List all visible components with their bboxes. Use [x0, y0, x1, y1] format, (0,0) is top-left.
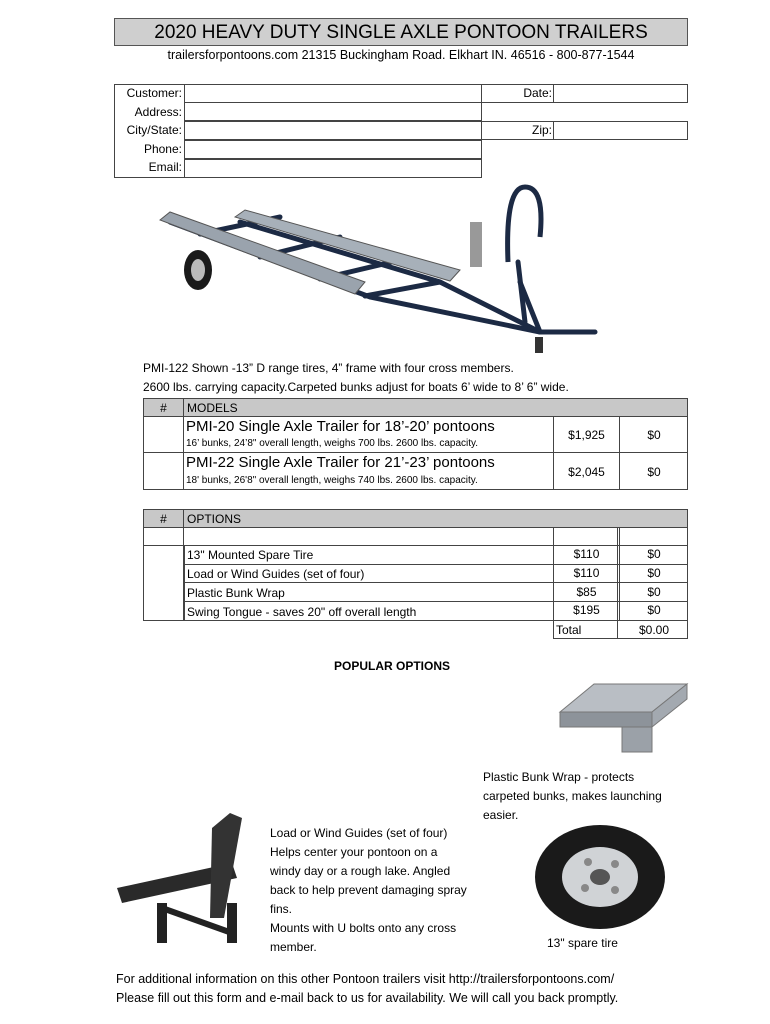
bunk-wrap-image	[552, 682, 690, 754]
load-guides-line: Helps center your pontoon on a	[270, 845, 438, 859]
option-name: Plastic Bunk Wrap	[187, 586, 285, 600]
zip-label: Zip:	[531, 123, 552, 137]
date-field[interactable]	[553, 84, 688, 103]
spare-tire-image	[533, 822, 668, 932]
email-field[interactable]	[184, 159, 482, 178]
option-amount: $0	[647, 585, 661, 599]
blank-row-select[interactable]	[143, 527, 184, 546]
bunk-wrap-line: carpeted bunks, makes launching	[483, 789, 662, 803]
phone-label: Phone:	[143, 142, 182, 156]
load-guides-line: back to help prevent damaging spray	[270, 883, 467, 897]
blank-price	[553, 527, 620, 546]
caption-line-2: 2600 lbs. carrying capacity.Carpeted bunks adjust for boats 6’ wide to 8’ 6” wide.	[143, 380, 569, 394]
footer-line-2: Please fill out this form and e-mail back to us for availability. We will call you back promptly.	[116, 991, 619, 1005]
options-hash: #	[160, 512, 167, 526]
model-desc: 18' bunks, 26'8" overall length, weighs 740 lbs. 2600 lbs. capacity.	[186, 475, 478, 486]
model-amount: $0	[647, 465, 661, 479]
model-amount: $0	[647, 428, 661, 442]
option-name: Swing Tongue - saves 20" off overall length	[187, 605, 417, 619]
option-price: $195	[573, 603, 600, 617]
table-row-select[interactable]	[143, 452, 184, 490]
options-header: OPTIONS	[187, 512, 242, 526]
model-name: PMI-20 Single Axle Trailer for 18’-20’ pontoons	[186, 418, 495, 435]
bunk-wrap-line: easier.	[483, 808, 519, 822]
option-price: $110	[573, 566, 600, 580]
total-value: $0.00	[638, 623, 670, 637]
total-label: Total	[556, 623, 582, 637]
model-desc: 16’ bunks, 24’8" overall length, weighs 700 lbs. 2600 lbs. capacity.	[186, 438, 479, 449]
load-guides-image	[112, 808, 267, 948]
citystate-label: City/State:	[126, 123, 182, 137]
option-amount: $0	[647, 547, 661, 561]
zip-field[interactable]	[553, 121, 688, 140]
model-price: $1,925	[568, 428, 605, 442]
email-label: Email:	[148, 160, 182, 174]
option-price: $110	[573, 547, 600, 561]
table-row-select[interactable]	[143, 416, 184, 453]
contact-line: trailersforpontoons.com 21315 Buckingham Road. Elkhart IN. 46516 - 800-877-1544	[167, 48, 635, 62]
models-hash: #	[160, 401, 167, 415]
options-select-column[interactable]	[143, 545, 184, 621]
spare-tire-caption: 13" spare tire	[547, 936, 618, 950]
caption-line-1: PMI-122 Shown -13” D range tires, 4” frame with four cross members.	[143, 361, 514, 375]
bunk-wrap-line: Plastic Bunk Wrap - protects	[483, 770, 635, 784]
phone-field[interactable]	[184, 140, 482, 159]
load-guides-line: Mounts with U bolts onto any cross	[270, 921, 457, 935]
option-name: 13" Mounted Spare Tire	[187, 548, 314, 562]
citystate-field[interactable]	[184, 121, 482, 140]
page-title: 2020 HEAVY DUTY SINGLE AXLE PONTOON TRAILERS	[114, 18, 688, 46]
load-guides-caption	[270, 824, 467, 957]
option-price: $85	[576, 585, 597, 599]
option-name: Load or Wind Guides (set of four)	[187, 567, 365, 581]
load-guides-line: fins.	[270, 902, 293, 916]
popular-options-title: POPULAR OPTIONS	[334, 659, 451, 673]
customer-label: Customer:	[126, 86, 182, 100]
customer-field[interactable]	[184, 84, 482, 103]
address-field[interactable]	[184, 102, 482, 121]
load-guides-line: windy day or a rough lake. Angled	[270, 864, 451, 878]
bunk-wrap-caption	[483, 768, 662, 825]
model-name: PMI-22 Single Axle Trailer for 21’-23’ pontoons	[186, 454, 495, 471]
address-label: Address:	[134, 105, 182, 119]
load-guides-line: Load or Wind Guides (set of four)	[270, 826, 448, 840]
footer-line-1: For additional information on this other Pontoon trailers visit http://trailersforpontoons.com/	[116, 972, 615, 986]
option-amount: $0	[647, 566, 661, 580]
date-label: Date:	[523, 86, 552, 100]
option-amount: $0	[647, 603, 661, 617]
trailer-image	[140, 182, 610, 358]
blank-amount	[617, 527, 688, 546]
load-guides-line: member.	[270, 940, 317, 954]
model-price: $2,045	[568, 465, 605, 479]
models-header: MODELS	[187, 401, 238, 415]
